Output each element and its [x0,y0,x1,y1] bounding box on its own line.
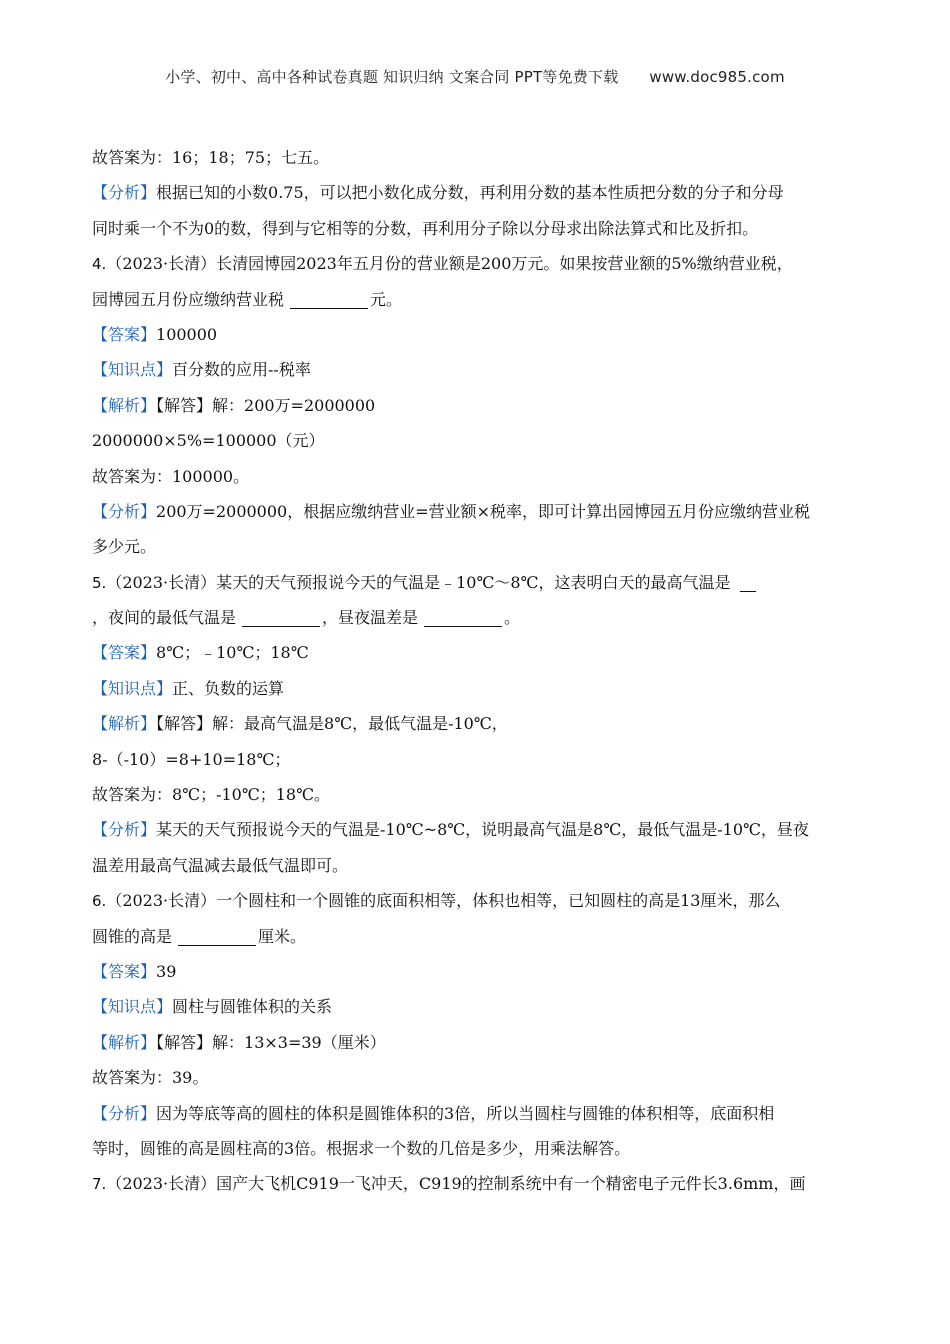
q4-explain: 【解析】【解答】解：200万=2000000 [92,395,376,415]
q4-question: 4.（2023·长清）长清园博园2023年五月份的营业额是200万元。如果按营业额的5%缴纳营业税， [92,254,793,274]
question-number: 6. [92,892,107,911]
q5-analysis-line2: 温差用最高气温减去最低气温即可。 [92,855,349,875]
q4-final: 故答案为：100000。 [92,466,250,486]
knowledge-tag: 【知识点】 [92,997,173,1017]
answer-blank [178,925,256,946]
header-url[interactable]: www.doc985.com [649,68,785,86]
answer-tag: 【答案】 [92,643,157,663]
q4-analysis-line2: 多少元。 [92,537,157,557]
question-number: 5. [92,573,107,592]
q4-explain-line2: 2000000×5%=100000（元） [92,431,325,451]
analysis-tag: 【分析】 [92,1103,157,1123]
q5-explain: 【解析】【解答】解：最高气温是8℃，最低气温是-10℃， [92,714,508,734]
q5-answer: 【答案】8℃；﹣10℃；18℃ [92,643,309,663]
answer-blank [290,288,368,309]
prev-analysis-line: 同时乘一个不为0的数，得到与它相等的分数，再利用分子除以分母求出除法算式和比及折扣。 [92,218,759,238]
answer-tag: 【答案】 [92,324,157,344]
q5-knowledge: 【知识点】正、负数的运算 [92,678,285,698]
document-body [92,140,860,1202]
header-text: 小学、初中、高中各种试卷真题 知识归纳 文案合同 PPT等免费下载 [165,68,619,86]
q7-question: 7.（2023·长清）国产大飞机C919一飞冲天，C919的控制系统中有一个精密电子元件长3.6mm，画 [92,1174,806,1194]
q5-final: 故答案为：8℃；-10℃；18℃。 [92,785,331,805]
knowledge-tag: 【知识点】 [92,360,173,380]
q6-question: 6.（2023·长清）一个圆柱和一个圆锥的底面积相等，体积也相等，已知圆柱的高是13厘米，那么 [92,891,781,911]
answer-blank [740,571,756,592]
page-header [0,66,950,87]
q4-question-line2: 园博园五月份应缴纳营业税 元。 [92,289,403,309]
explain-tag: 【解析】 [92,1032,157,1052]
question-number: 4. [92,255,107,274]
answer-tag: 【答案】 [92,961,157,981]
prev-final: 故答案为：16；18；75；七五。 [92,148,330,167]
answer-blank [242,606,320,627]
q4-analysis: 【分析】200万=2000000，根据应缴纳营业=营业额×税率，即可计算出园博园五月份应缴纳营业税 [92,501,811,521]
prev-analysis-line: 【分析】根据已知的小数0.75，可以把小数化成分数，再利用分数的基本性质把分数的分子和分母 [92,183,784,203]
explain-tag: 【解析】 [92,395,157,415]
knowledge-tag: 【知识点】 [92,678,173,698]
q6-explain: 【解析】【解答】解：13×3=39（厘米） [92,1032,386,1052]
q6-final: 故答案为：39。 [92,1068,209,1088]
q6-analysis-line2: 等时，圆锥的高是圆柱高的3倍。根据求一个数的几倍是多少，用乘法解答。 [92,1138,631,1158]
q5-question-line2: ，夜间的最低气温是 ，昼夜温差是 。 [92,608,521,628]
analysis-tag: 【分析】 [92,183,157,203]
q4-knowledge: 【知识点】百分数的应用--税率 [92,360,311,380]
question-number: 7. [92,1175,107,1194]
q6-answer: 【答案】39 [92,961,177,981]
q5-analysis: 【分析】某天的天气预报说今天的气温是-10℃~8℃，说明最高气温是8℃，最低气温是-10℃，昼夜 [92,820,809,840]
answer-blank [424,606,502,627]
q5-explain-line2: 8-（-10）=8+10=18℃； [92,749,291,769]
q6-knowledge: 【知识点】圆柱与圆锥体积的关系 [92,997,333,1017]
q4-answer: 【答案】100000 [92,324,218,344]
analysis-tag: 【分析】 [92,820,157,840]
analysis-tag: 【分析】 [92,501,157,521]
q5-question: 5.（2023·长清）某天的天气预报说今天的气温是﹣10℃～8℃，这表明白天的最高气温是 [92,565,860,600]
q6-question-line2: 圆锥的高是 厘米。 [92,926,307,946]
q6-analysis: 【分析】因为等底等高的圆柱的体积是圆锥体积的3倍，所以当圆柱与圆锥的体积相等，底面积相 [92,1103,775,1123]
explain-tag: 【解析】 [92,714,157,734]
